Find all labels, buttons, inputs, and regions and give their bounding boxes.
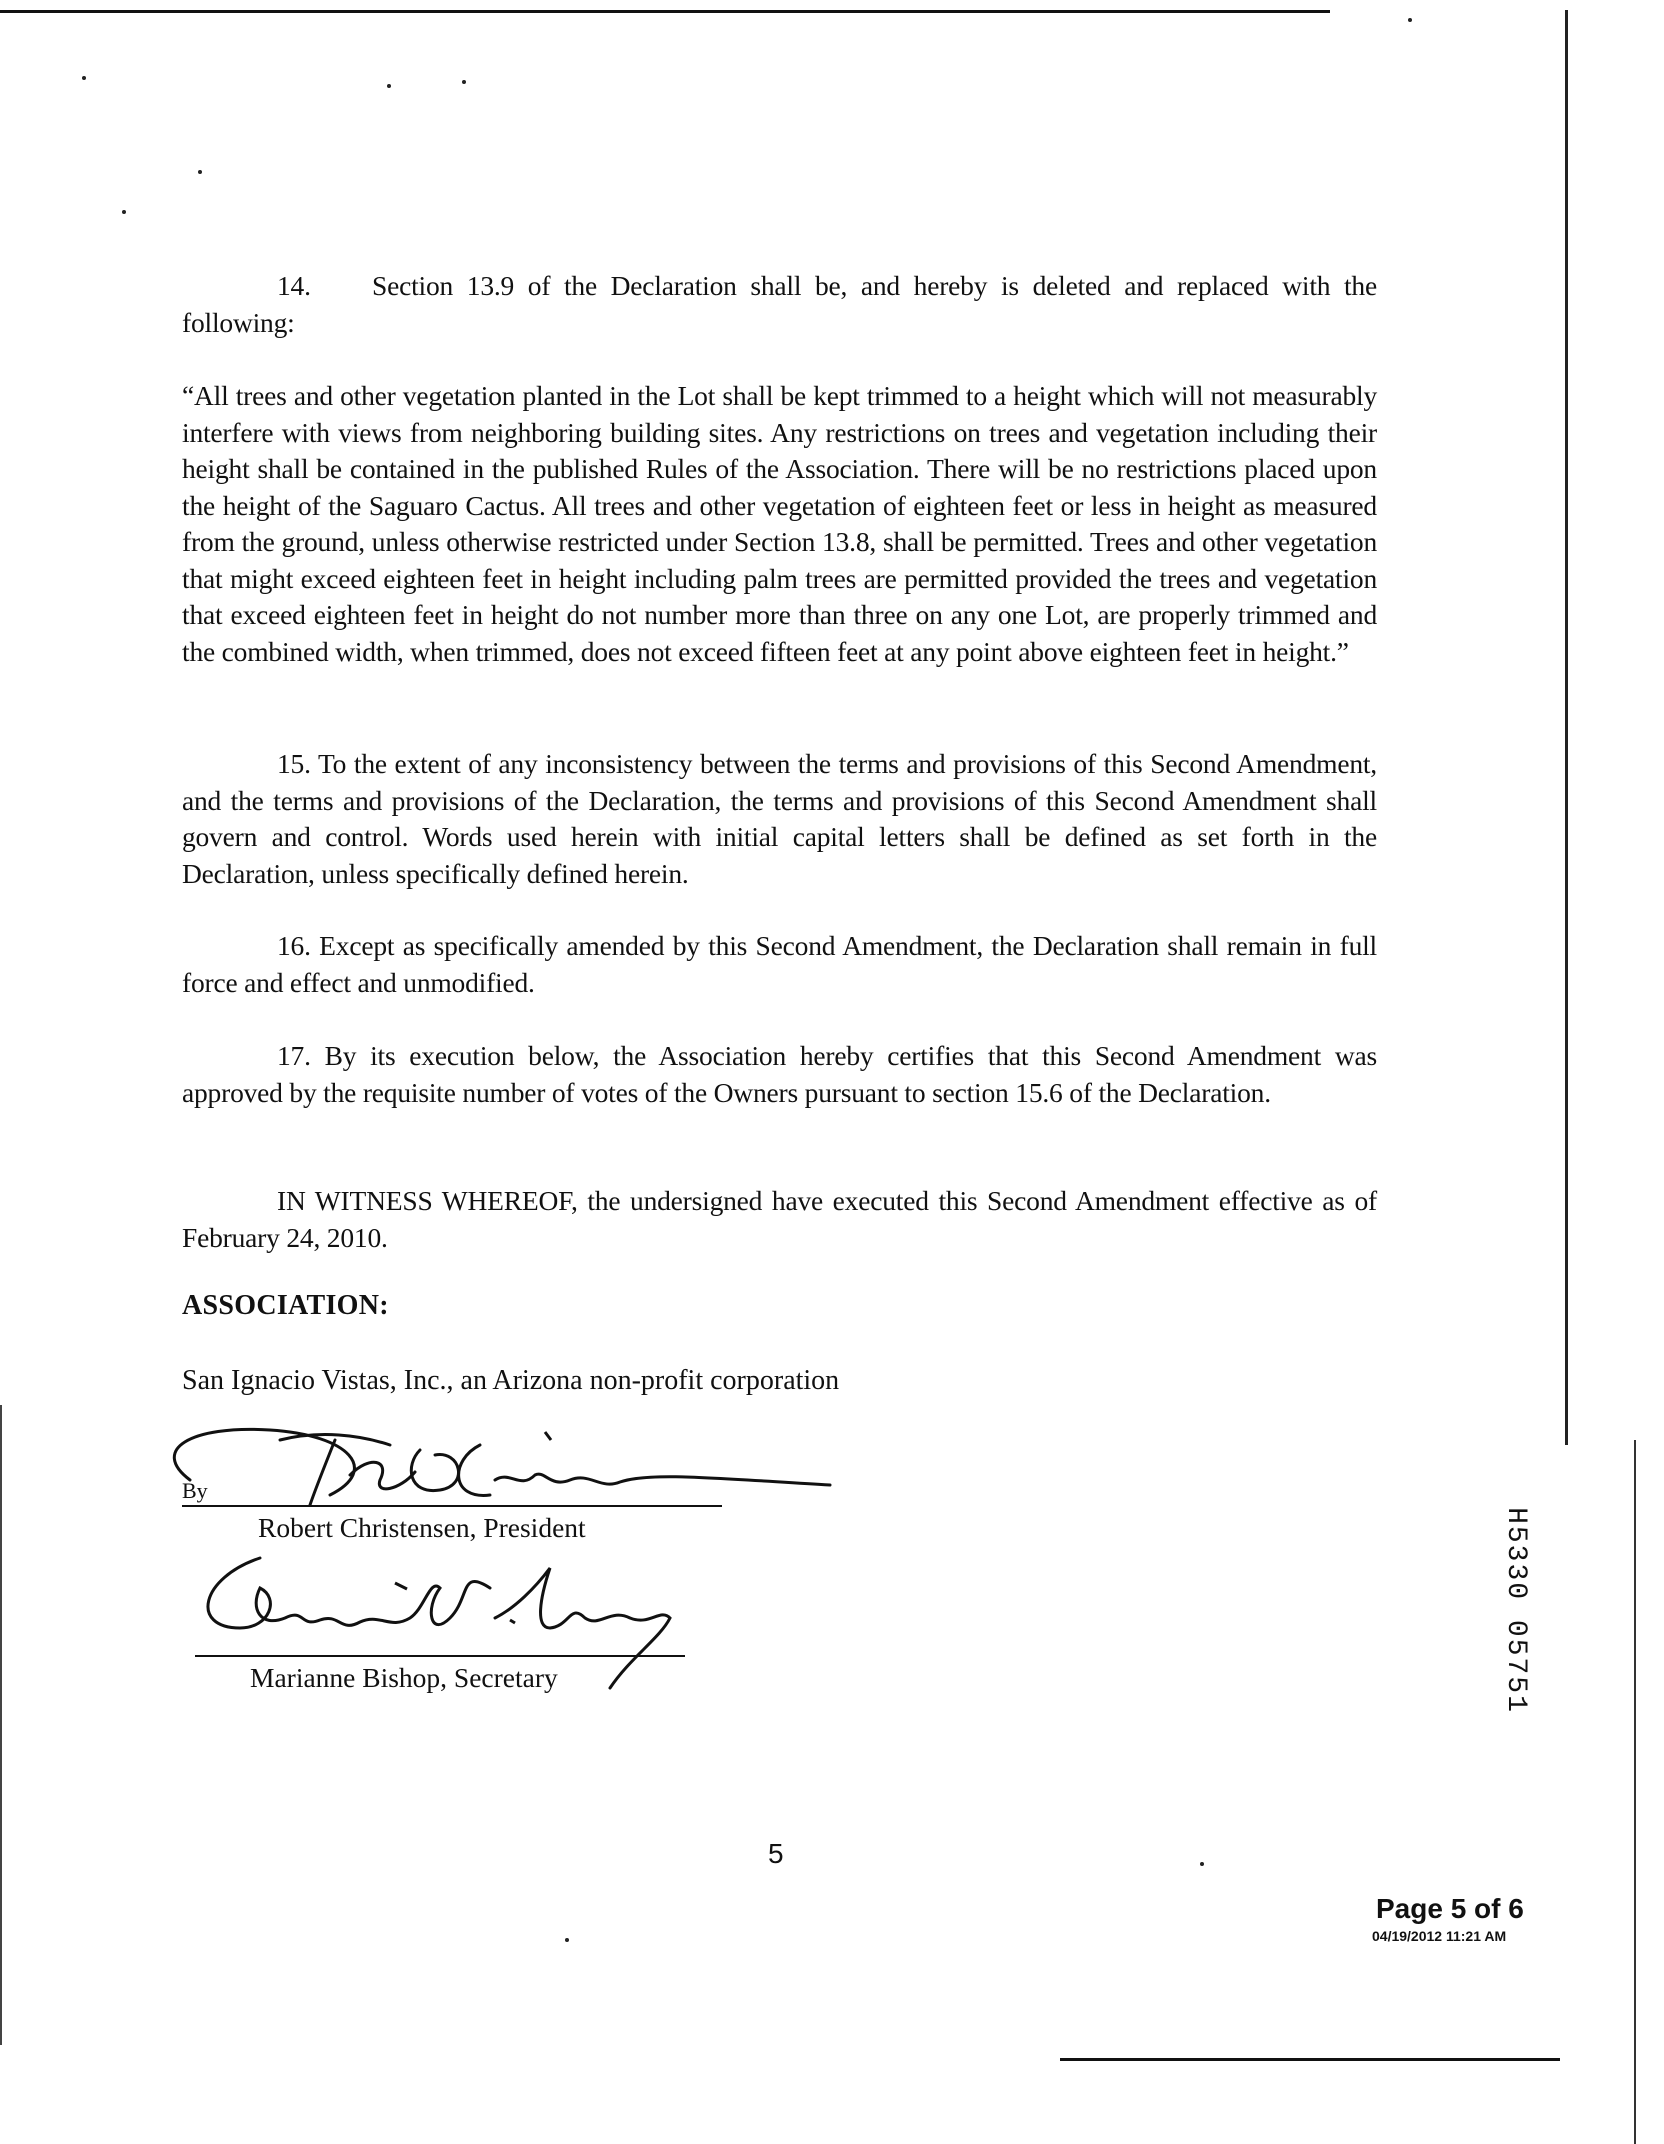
signature-line-2 [195,1655,685,1657]
page-of-label: Page 5 of 6 [1376,1893,1524,1924]
witness-paragraph: IN WITNESS WHEREOF, the undersigned have executed this Second Amendment effective as of February 24, 2010. [182,1185,1377,1253]
signer-1-name: Robert Christensen, President [258,1512,586,1543]
section-14-quote: “All trees and other vegetation planted in the Lot shall be kept trimmed to a height which will not measurably interfere with views from neighboring building sites. Any restrictions on trees and vegetation including their height shall be contained in the published Rules of the Association. There will be no restrictions placed upon the height of the Saguaro Cactus. All trees and other vegetation of eighteen feet or less in height as measured from the ground, unless otherwise restricted under Section 13.8, shall be permitted. Trees and other vegetation that might exceed eighteen feet in height including palm trees are permitted provided the trees and vegetation that exceed eighteen feet in height do not number more than three on any one Lot, are properly trimmed and the combined width, when trimmed, does not exceed fifteen feet at any point above eighteen feet in height.” [182,380,1377,667]
scan-speck [122,210,126,214]
scan-speck [1408,18,1412,22]
section-16-paragraph: 16. Except as specifically amended by this Second Amendment, the Declaration shall remain in full force and effect and unmodified. [182,930,1377,998]
scan-speck [82,76,86,80]
scan-speck [462,80,466,84]
corporation-name: San Ignacio Vistas, Inc., an Arizona non-profit corporation [182,1365,840,1396]
scan-speck [1200,1862,1204,1866]
margin-recording-number: H5330 05751 [1499,1506,1531,1714]
section-17-paragraph: 17. By its execution below, the Association hereby certifies that this Second Amendment was approved by the requisite number of votes of the Owners pursuant to section 15.6 of the Declaration. [182,1040,1377,1108]
signer-2-name: Marianne Bishop, Secretary [250,1662,558,1693]
signature-line-1 [182,1505,722,1507]
signature-robert-christensen [150,1410,870,1520]
section-14-number: 14. [277,270,311,301]
top-border-line [0,10,1330,13]
section-14-paragraph [182,268,1377,341]
scan-speck [198,170,202,174]
right-border-line [1565,10,1568,1445]
section-15-paragraph: 15. To the extent of any inconsistency between the terms and provisions of this Second Amendment, and the terms and provisions of the Declaration, the terms and provisions of this Second Amendment shall govern and control. Words used herein with initial capital letters shall be defined as set forth in the Declaration, unless specifically defined herein. [182,748,1377,889]
recording-timestamp: 04/19/2012 11:21 AM [1372,1928,1507,1944]
left-border-line [0,1405,2,2045]
bottom-border-line [1060,2058,1560,2061]
scan-speck [565,1938,569,1942]
page-number: 5 [768,1838,784,1869]
association-heading: ASSOCIATION: [182,1290,389,1321]
by-label: By [182,1478,208,1503]
scan-speck [387,84,391,88]
section-14-lead: Section 13.9 of the Declaration shall be, and hereby is deleted and replaced with the following: [182,270,1377,338]
right-border-line-lower [1634,1440,1636,2144]
